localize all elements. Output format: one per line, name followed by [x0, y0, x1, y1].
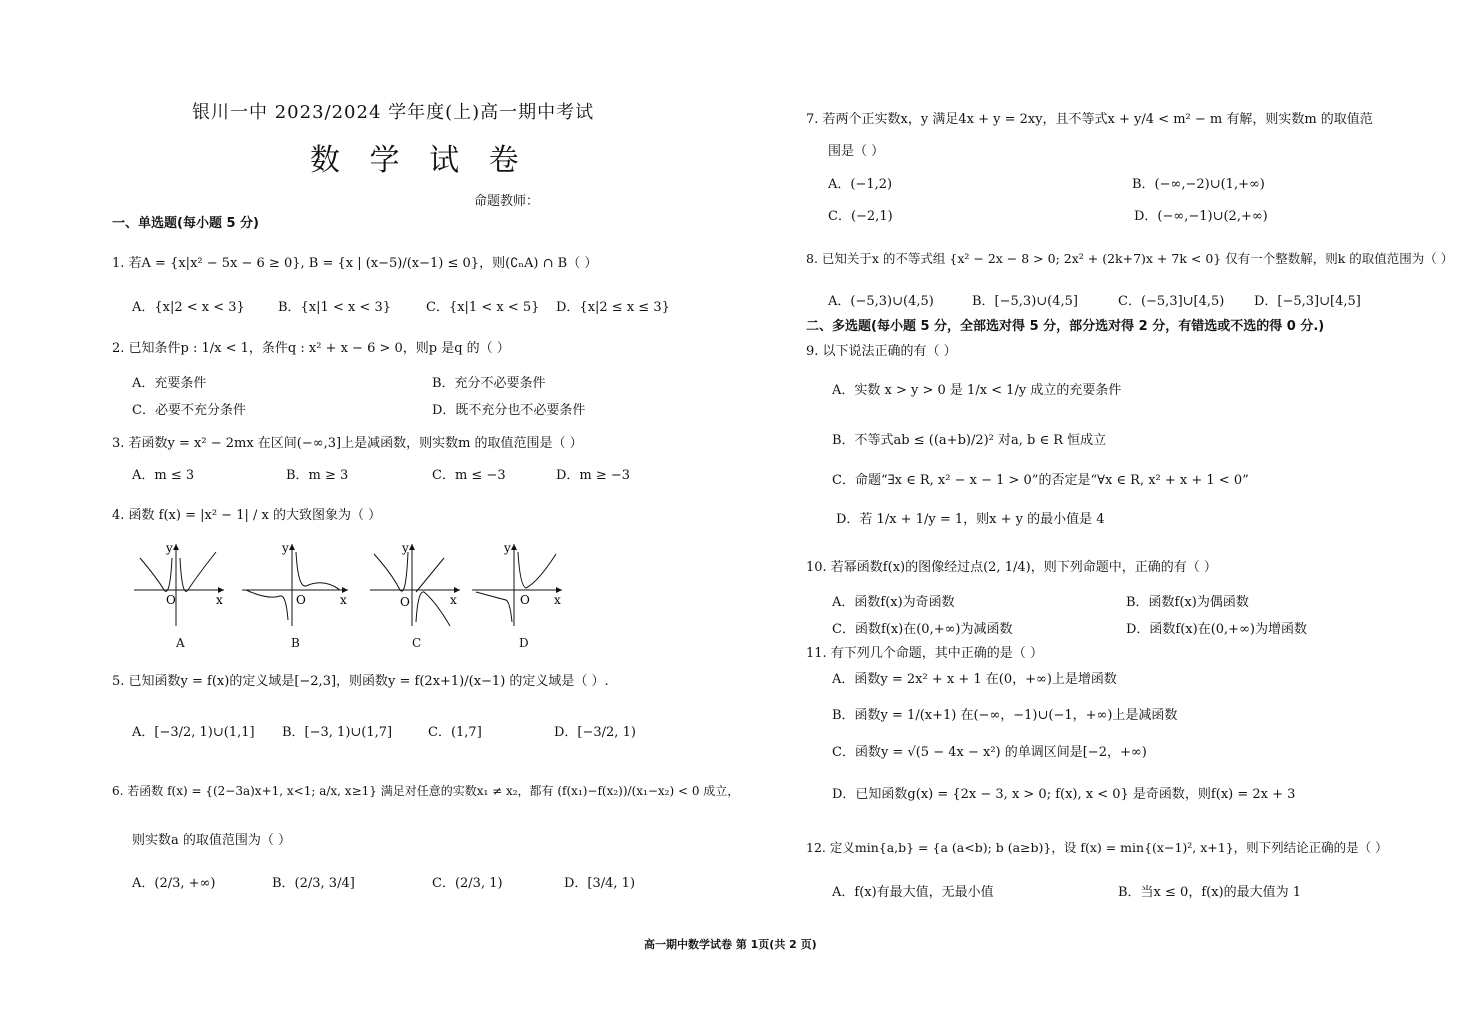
q9-option-a: A．实数 x > y > 0 是 1/x < 1/y 成立的充要条件 — [832, 383, 1122, 398]
q4-b-origin: O — [296, 593, 306, 607]
q1-option-c: C．{x|1 < x < 5} — [426, 300, 540, 315]
q11-option-a: A．函数y = 2x² + x + 1 在(0，+∞)上是增函数 — [832, 672, 1117, 687]
q7-option-a: A．(−1,2) — [828, 177, 893, 192]
page-footer: 高一期中数学试卷 第 1页(共 2 页) — [644, 938, 817, 951]
question-12-stem: 12. 定义min{a,b} = {a (a<b); b (a≥b)}，设 f(x) = min{(x−1)², x+1}，则下列结论正确的是（ ） — [806, 840, 1388, 855]
question-4-stem: 4. 函数 f(x) = |x² − 1| / x 的大致图象为（ ） — [112, 508, 382, 523]
q2-option-a: A．充要条件 — [132, 376, 207, 391]
q10-option-a: A．函数f(x)为奇函数 — [832, 595, 955, 610]
q3-option-a: A．m ≤ 3 — [132, 468, 195, 483]
q3-option-b: B．m ≥ 3 — [286, 468, 349, 483]
q5-option-d: D．[−3/2, 1) — [554, 725, 636, 740]
q4-d-y-axis: y — [504, 541, 511, 555]
q4-b-x-axis: x — [340, 593, 347, 607]
q11-option-d: D．已知函数g(x) = {2x − 3, x > 0; f(x), x < 0} 是奇函数，则f(x) = 2x + 3 — [832, 787, 1296, 802]
q12-option-a: A．f(x)有最大值，无最小值 — [832, 885, 994, 900]
q2-option-d: D．既不充分也不必要条件 — [432, 403, 586, 418]
q11-option-c: C．函数y = √(5 − 4x − x²) 的单调区间是[−2，+∞) — [832, 745, 1147, 760]
q4-c-y-axis: y — [402, 541, 409, 555]
question-9-stem: 9. 以下说法正确的有（ ） — [806, 344, 957, 359]
q5-option-b: B．[−3, 1)∪(1,7] — [282, 725, 393, 740]
q12-option-b: B．当x ≤ 0，f(x)的最大值为 1 — [1118, 885, 1302, 900]
q7-option-d: D．(−∞,−1)∪(2,+∞) — [1134, 209, 1268, 224]
q9-option-c: C．命题“∃x ∈ R, x² − x − 1 > 0”的否定是“∀x ∈ R, x² + x + 1 < 0” — [832, 473, 1249, 488]
q1-option-d: D．{x|2 ≤ x ≤ 3} — [556, 300, 670, 315]
question-7-stem-a: 7. 若两个正实数x，y 满足4x + y = 2xy，且不等式x + y/4 < m² − m 有解，则实数m 的取值范 — [806, 112, 1373, 127]
q6-option-d: D．[3/4, 1) — [564, 876, 636, 891]
question-7-stem-b: 围是（ ） — [828, 144, 885, 159]
q5-option-c: C．(1,7] — [428, 725, 482, 740]
q6-option-c: C．(2/3, 1) — [432, 876, 503, 891]
q4-graph-d — [470, 538, 566, 628]
q4-graph-b-label: B — [291, 636, 300, 650]
question-2-stem: 2. 已知条件p : 1/x < 1，条件q : x² + x − 6 > 0，则p 是q 的（ ） — [112, 341, 510, 356]
q6-option-b: B．(2/3, 3/4] — [272, 876, 355, 891]
q9-option-d: D．若 1/x + 1/y = 1，则x + y 的最小值是 4 — [836, 512, 1105, 527]
q4-a-x-axis: x — [216, 593, 223, 607]
q10-option-d: D．函数f(x)在(0,+∞)为增函数 — [1126, 622, 1307, 637]
q6-option-a: A．(2/3, +∞) — [132, 876, 216, 891]
q7-option-b: B．(−∞,−2)∪(1,+∞) — [1132, 177, 1265, 192]
q4-graph-a — [132, 538, 228, 628]
q4-graph-b — [240, 538, 352, 628]
q3-option-d: D．m ≥ −3 — [556, 468, 631, 483]
section-multi-choice: 二、多选题(每小题 5 分，全部选对得 5 分，部分选对得 2 分，有错选或不选的得 0 分.) — [806, 319, 1325, 334]
q4-graph-c-label: C — [412, 636, 422, 650]
question-1-stem: 1. 若A = {x|x² − 5x − 6 ≥ 0}, B = {x | (x−5)/(x−1) ≤ 0}，则(∁ₙA) ∩ B（ ） — [112, 256, 598, 271]
q4-d-x-axis: x — [554, 593, 561, 607]
q5-option-a: A．[−3/2, 1)∪(1,1] — [132, 725, 255, 740]
q9-option-b: B．不等式ab ≤ ((a+b)/2)² 对a, b ∈ R 恒成立 — [832, 433, 1107, 448]
q11-option-b: B．函数y = 1/(x+1) 在(−∞，−1)∪(−1，+∞)上是减函数 — [832, 708, 1178, 723]
q4-graph-c — [368, 538, 464, 628]
question-6-stem-a: 6. 若函数 f(x) = {(2−3a)x+1, x<1; a/x, x≥1} 满足对任意的实数x₁ ≠ x₂，都有 (f(x₁)−f(x₂))/(x₁−x₂) < 0 成立， — [112, 784, 740, 798]
q4-a-y-axis: y — [166, 541, 173, 555]
q8-option-d: D．[−5,3]∪[4,5] — [1254, 294, 1361, 309]
question-3-stem: 3. 若函数y = x² − 2mx 在区间(−∞,3]上是减函数，则实数m 的取值范围是（ ） — [112, 436, 583, 451]
q2-option-b: B．充分不必要条件 — [432, 376, 546, 391]
question-6-stem-b: 则实数a 的取值范围为（ ） — [132, 833, 292, 848]
q4-d-origin: O — [520, 593, 530, 607]
q4-b-y-axis: y — [282, 541, 289, 555]
teacher-label: 命题教师： — [474, 194, 540, 209]
question-10-stem: 10. 若幂函数f(x)的图像经过点(2, 1/4)，则下列命题中，正确的有（ ） — [806, 560, 1217, 575]
q4-a-origin: O — [166, 593, 176, 607]
q4-c-origin: O — [400, 595, 410, 609]
q4-graph-a-label: A — [176, 636, 185, 650]
q7-option-c: C．(−2,1) — [828, 209, 893, 224]
q8-option-b: B．[−5,3)∪(4,5] — [972, 294, 1078, 309]
q3-option-c: C．m ≤ −3 — [432, 468, 506, 483]
q10-option-c: C．函数f(x)在(0,+∞)为减函数 — [832, 622, 1013, 637]
section-single-choice: 一、单选题(每小题 5 分) — [112, 216, 259, 231]
q4-c-x-axis: x — [450, 593, 457, 607]
question-11-stem: 11. 有下列几个命题，其中正确的是（ ） — [806, 646, 1043, 661]
q2-option-c: C．必要不充分条件 — [132, 403, 246, 418]
q4-graph-d-label: D — [519, 636, 529, 650]
q10-option-b: B．函数f(x)为偶函数 — [1126, 595, 1249, 610]
school-title: 银川一中 2023/2024 学年度(上)高一期中考试 — [192, 102, 595, 123]
question-5-stem: 5. 已知函数y = f(x)的定义域是[−2,3]，则函数y = f(2x+1)/(x−1) 的定义域是（ ）. — [112, 674, 609, 689]
main-title: 数 学 试 卷 — [310, 143, 529, 178]
q8-option-a: A．(−5,3)∪(4,5) — [828, 294, 934, 309]
q8-option-c: C．(−5,3]∪[4,5) — [1118, 294, 1225, 309]
question-8-stem: 8. 已知关于x 的不等式组 {x² − 2x − 8 > 0; 2x² + (2k+7)x + 7k < 0} 仅有一个整数解，则k 的取值范围为（ ） — [806, 251, 1454, 266]
q1-option-a: A．{x|2 < x < 3} — [132, 300, 245, 315]
q1-option-b: B．{x|1 < x < 3} — [278, 300, 391, 315]
